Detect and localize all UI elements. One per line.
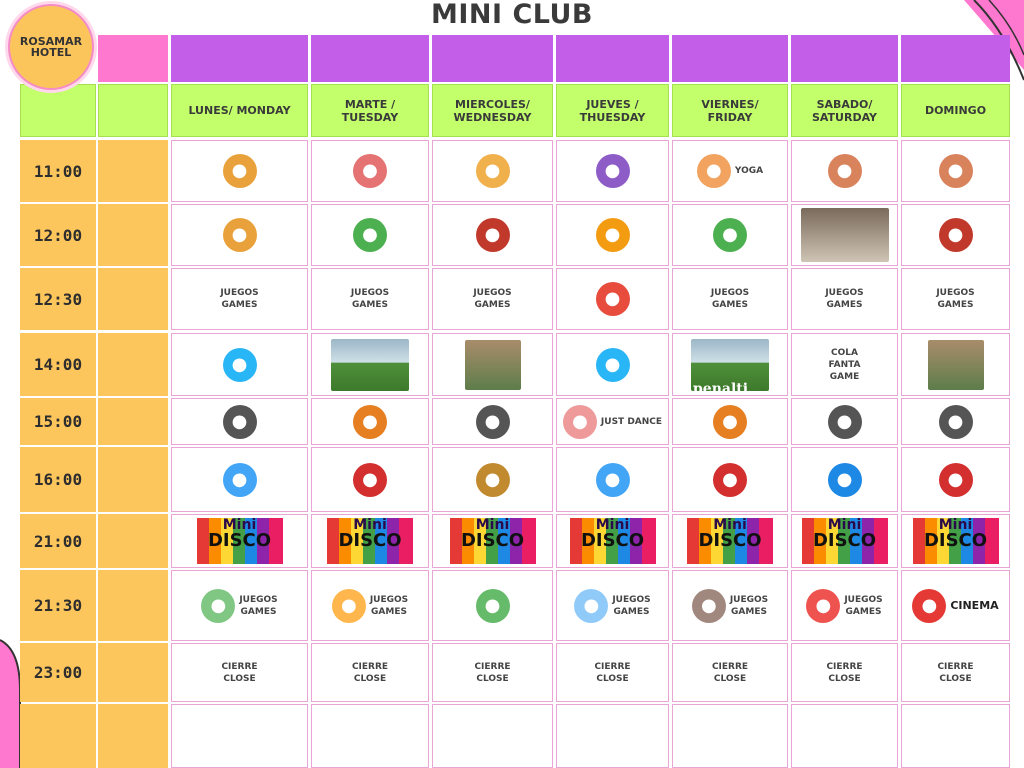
- time-label: 12:30: [33, 289, 83, 309]
- activity-label: JUEGOS GAMES: [825, 288, 864, 310]
- hotel-logo: [8, 4, 94, 90]
- activity-cell: [171, 514, 308, 568]
- sack-race-icon: ●: [692, 589, 726, 623]
- activity-cell: [432, 333, 553, 396]
- activity-label: JUEGOS GAMES: [710, 288, 750, 310]
- activity-cell: [901, 140, 1010, 202]
- activity-cell: [901, 570, 1010, 641]
- activity-cell: [672, 268, 788, 330]
- activity-cell: [672, 570, 788, 641]
- fifa-icon: ●: [476, 405, 510, 439]
- petanque-icon: ●: [223, 463, 257, 497]
- activity-cell: [432, 514, 553, 568]
- activity-cell: [791, 268, 898, 330]
- time-cell: [20, 570, 96, 641]
- time-cell: [20, 398, 96, 445]
- mini-disco-logo: [327, 518, 413, 564]
- activity-cell: [432, 447, 553, 512]
- day-header: [901, 84, 1010, 137]
- activity-cell: [171, 268, 308, 330]
- fifa-icon: ●: [939, 405, 973, 439]
- time-cell: [20, 204, 96, 266]
- painting-icon: ●: [828, 154, 862, 188]
- archery-icon: ●: [939, 218, 973, 252]
- activity-cell: [556, 204, 669, 266]
- kids-group-icon: ●: [332, 589, 366, 623]
- activity-label: CIERRE CLOSE: [594, 661, 631, 684]
- mini-disco-logo: [450, 518, 536, 564]
- header-lime-corner: [98, 84, 168, 137]
- activity-label: JUEGOS GAMES: [350, 288, 390, 310]
- activity-cell: [672, 514, 788, 568]
- darts-icon: ●: [353, 463, 387, 497]
- header-purple-block: [556, 35, 669, 82]
- popcorn-icon: ●: [912, 589, 946, 623]
- ladder-toss-photo-icon: [928, 340, 984, 390]
- activity-cell: [672, 643, 788, 702]
- day-header: [556, 84, 669, 137]
- activity-cell: [901, 268, 1010, 330]
- activity-cell: [672, 333, 788, 396]
- mini-disco-logo: [802, 518, 888, 564]
- day-label: VIERNES/ FRIDAY: [701, 97, 759, 124]
- activity-cell: [556, 140, 669, 202]
- activity-cell: [556, 570, 669, 641]
- activity-cell: [311, 204, 429, 266]
- header-purple-block: [791, 35, 898, 82]
- activity-cell: [556, 514, 669, 568]
- activity-label: CIERRE CLOSE: [221, 661, 258, 684]
- activity-label: JUST DANCE: [600, 416, 663, 427]
- time-cell: [20, 268, 96, 330]
- activity-cell: [171, 447, 308, 512]
- activity-label: CIERRE CLOSE: [826, 661, 863, 684]
- activity-cell: [901, 333, 1010, 396]
- header-purple-block: [311, 35, 429, 82]
- mini-disco-logo: [197, 518, 283, 564]
- day-header: [432, 84, 553, 137]
- activity-cell: [311, 704, 429, 768]
- time-side-block: [98, 447, 168, 512]
- time-label: 23:00: [33, 663, 83, 682]
- time-side-block: [98, 268, 168, 330]
- activity-cell: [171, 140, 308, 202]
- activity-label: penalti: [693, 381, 749, 396]
- activity-cell: [432, 268, 553, 330]
- disco-line-1: Mini: [475, 517, 510, 533]
- mini-disco-logo: [570, 518, 656, 564]
- penalty-photo-icon: [331, 339, 409, 391]
- disco-line-1: Mini: [938, 517, 973, 533]
- header-pink-block: [98, 35, 168, 82]
- activity-label: JUEGOS GAMES: [612, 594, 651, 617]
- activity-cell: [791, 447, 898, 512]
- activity-cell: [901, 514, 1010, 568]
- activity-label: JUEGOS GAMES: [844, 594, 883, 617]
- day-label: SABADO/ SATURDAY: [811, 97, 878, 124]
- cornhole-icon: ●: [353, 405, 387, 439]
- time-cell: [20, 514, 96, 568]
- disco-line-1: Mini: [827, 517, 862, 533]
- fifa-icon: ●: [828, 405, 862, 439]
- activity-label: JUEGOS GAMES: [936, 288, 975, 310]
- tiger-face-icon: ●: [596, 218, 630, 252]
- activity-label: JUEGOS GAMES: [239, 594, 278, 617]
- activity-cell: [791, 570, 898, 641]
- day-header: [171, 84, 308, 137]
- activity-cell: [311, 140, 429, 202]
- activity-label: CIERRE CLOSE: [351, 661, 389, 684]
- disco-line-2: DISCO: [460, 530, 525, 551]
- activity-cell: [791, 140, 898, 202]
- golf-icon: ●: [353, 218, 387, 252]
- activity-cell: [171, 570, 308, 641]
- disco-line-2: DISCO: [338, 530, 402, 551]
- activity-cell: [311, 447, 429, 512]
- day-label: MIERCOLES/ WEDNESDAY: [453, 97, 532, 124]
- painting-icon: ●: [939, 154, 973, 188]
- activity-cell: [311, 268, 429, 330]
- activity-cell: [432, 704, 553, 768]
- time-side-block: [98, 570, 168, 641]
- time-side-block: [98, 140, 168, 202]
- activity-cell: [171, 643, 308, 702]
- face-paint-icon: ●: [596, 154, 630, 188]
- activity-cell: [311, 643, 429, 702]
- activity-cell: [432, 570, 553, 641]
- activity-cell: [672, 140, 788, 202]
- time-side-block: [98, 333, 168, 396]
- ring-toss-icon: ●: [223, 348, 257, 382]
- chef-icon: ●: [223, 154, 257, 188]
- activity-cell: [791, 514, 898, 568]
- activity-cell: [556, 333, 669, 396]
- activity-label: JUEGOS GAMES: [220, 288, 259, 310]
- activity-cell: [311, 398, 429, 445]
- day-label: JUEVES / THUESDAY: [579, 97, 646, 124]
- time-label: 15:00: [33, 412, 83, 431]
- activity-cell: [791, 704, 898, 768]
- ping-pong-icon: ●: [828, 463, 862, 497]
- activity-label: CIERRE CLOSE: [937, 661, 974, 684]
- treasure-chest-icon: ●: [476, 463, 510, 497]
- header-purple-block: [432, 35, 553, 82]
- time-side-block: [98, 704, 168, 768]
- activity-label: COLA FANTA GAME: [828, 347, 861, 382]
- activity-label: JUEGOS GAMES: [729, 594, 769, 617]
- mini-disco-logo: [687, 518, 773, 564]
- activity-cell: [672, 204, 788, 266]
- darts-icon: ●: [939, 463, 973, 497]
- activity-cell: [171, 704, 308, 768]
- jump-rope-icon: ●: [201, 589, 235, 623]
- activity-cell: [791, 204, 898, 266]
- time-label: 14:00: [33, 355, 83, 374]
- activity-cell: [901, 704, 1010, 768]
- activity-cell: [432, 643, 553, 702]
- time-label: 21:00: [33, 531, 83, 551]
- activity-cell: [311, 514, 429, 568]
- day-header: [791, 84, 898, 137]
- day-header: [672, 84, 788, 137]
- activity-cell: [672, 398, 788, 445]
- time-side-block: [98, 514, 168, 568]
- activity-label: CIERRE CLOSE: [711, 661, 749, 684]
- activity-cell: [791, 643, 898, 702]
- darts-icon: ●: [713, 463, 747, 497]
- fifa-icon: ●: [223, 405, 257, 439]
- time-cell: [20, 140, 96, 202]
- board-game-icon: ●: [476, 589, 510, 623]
- activity-cell: [901, 447, 1010, 512]
- activity-cell: [556, 643, 669, 702]
- time-cell: [20, 704, 96, 768]
- activity-cell: [171, 398, 308, 445]
- activity-label: CIERRE CLOSE: [474, 661, 511, 684]
- activity-cell: [171, 204, 308, 266]
- activity-cell: [556, 398, 669, 445]
- disco-line-1: Mini: [353, 517, 387, 533]
- disco-line-1: Mini: [713, 517, 747, 533]
- dance-icon: ●: [563, 405, 597, 439]
- header-purple-block: [171, 35, 308, 82]
- activity-cell: [791, 333, 898, 396]
- header-purple-block: [901, 35, 1010, 82]
- header-purple-block: [672, 35, 788, 82]
- activity-label: JUEGOS GAMES: [473, 288, 512, 310]
- disco-line-2: DISCO: [923, 530, 988, 551]
- page-title: MINI CLUB: [430, 0, 594, 30]
- activity-cell: [432, 398, 553, 445]
- day-label: DOMINGO: [924, 104, 987, 117]
- activity-cell: [311, 333, 429, 396]
- yoga-icon: ●: [697, 154, 731, 188]
- time-cell: [20, 333, 96, 396]
- time-cell: [20, 643, 96, 702]
- day-label: MARTE / TUESDAY: [341, 97, 399, 124]
- activity-cell: [901, 204, 1010, 266]
- crafts-icon: ●: [476, 154, 510, 188]
- golf-icon: ●: [713, 218, 747, 252]
- disco-line-2: DISCO: [580, 530, 645, 551]
- time-label: 21:30: [33, 596, 83, 615]
- board-game-photo-icon: [801, 208, 889, 262]
- ring-toss-icon: ●: [596, 348, 630, 382]
- time-side-block: [98, 204, 168, 266]
- activity-cell: [432, 204, 553, 266]
- activity-cell: [432, 140, 553, 202]
- activity-label: YOGA: [734, 166, 764, 176]
- archery-icon: ●: [476, 218, 510, 252]
- mini-disco-logo: [913, 518, 999, 564]
- activity-cell: [556, 447, 669, 512]
- time-label: 16:00: [33, 470, 83, 489]
- time-side-block: [98, 643, 168, 702]
- activity-cell: [791, 398, 898, 445]
- header-lime-corner: [20, 84, 96, 137]
- chef-icon: ●: [223, 218, 257, 252]
- logo-line-2: HOTEL: [30, 46, 72, 59]
- activity-cell: [901, 398, 1010, 445]
- crafts-icon: ●: [353, 154, 387, 188]
- time-label: 12:00: [33, 225, 83, 245]
- day-label: LUNES/ MONDAY: [188, 104, 291, 117]
- activity-cell: [672, 447, 788, 512]
- petanque-icon: ●: [596, 463, 630, 497]
- cornhole-icon: ●: [713, 405, 747, 439]
- activity-cell: [171, 333, 308, 396]
- activity-cell: [556, 268, 669, 330]
- activity-cell: [556, 704, 669, 768]
- disco-line-1: Mini: [222, 517, 257, 533]
- activity-label: CINEMA: [950, 598, 999, 612]
- logo-line-1: ROSAMAR: [19, 35, 83, 48]
- day-header: [311, 84, 429, 137]
- hopscotch-icon: ●: [806, 589, 840, 623]
- activity-label: JUEGOS GAMES: [369, 594, 409, 617]
- face-paint-icon: ●: [596, 282, 630, 316]
- disco-line-2: DISCO: [812, 530, 877, 551]
- activity-cell: [901, 643, 1010, 702]
- activity-cell: [672, 704, 788, 768]
- ladder-toss-photo-icon: [465, 340, 521, 390]
- disco-line-2: DISCO: [698, 530, 762, 551]
- dice-icon: ●: [574, 589, 608, 623]
- disco-line-2: DISCO: [207, 530, 272, 551]
- time-label: 11:00: [33, 161, 83, 181]
- disco-line-1: Mini: [595, 517, 630, 533]
- time-side-block: [98, 398, 168, 445]
- time-cell: [20, 447, 96, 512]
- activity-cell: [311, 570, 429, 641]
